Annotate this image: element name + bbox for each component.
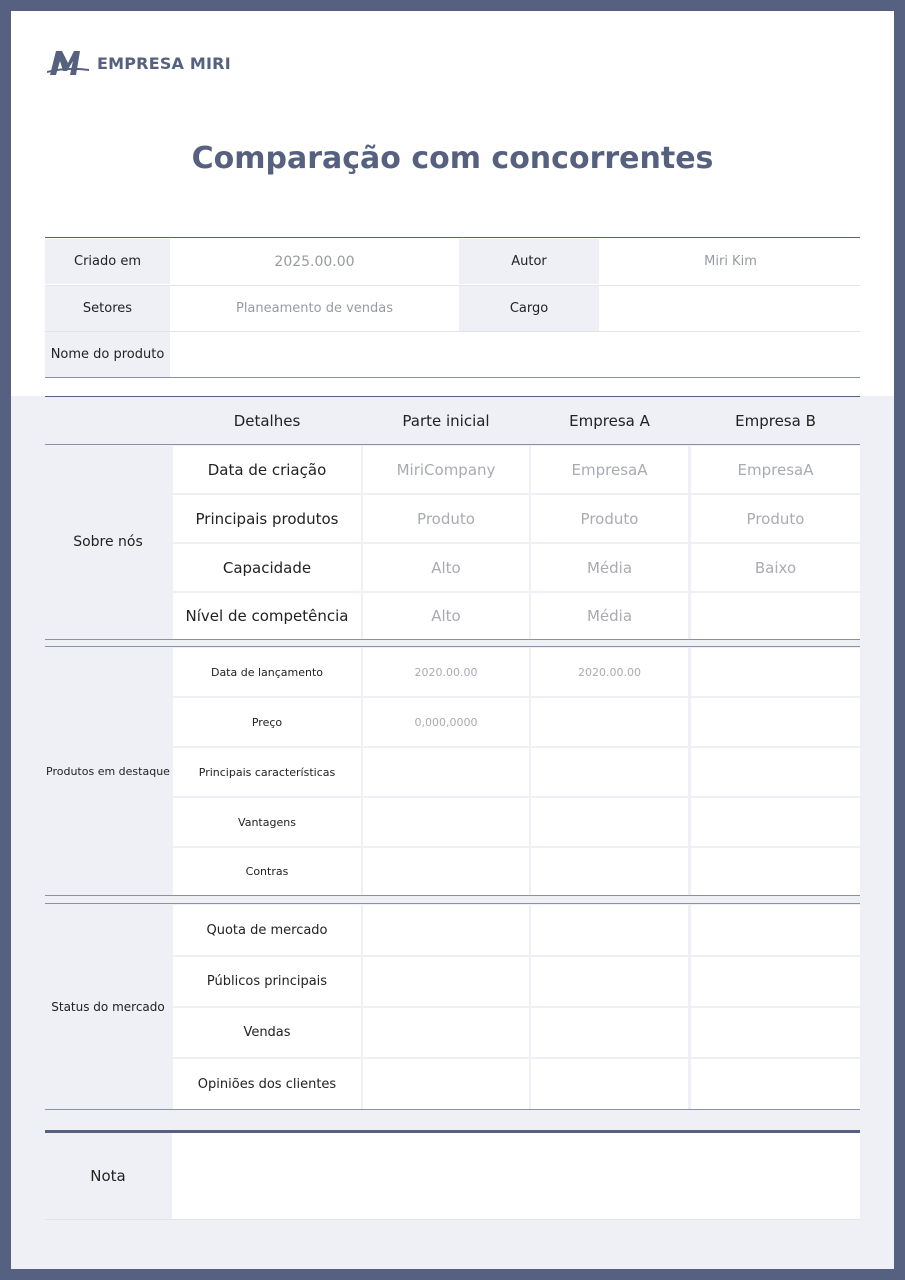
- table-cell[interactable]: [531, 957, 688, 1006]
- logo-m-icon: [47, 47, 91, 79]
- table-cell[interactable]: [531, 1008, 688, 1057]
- table-cell[interactable]: [691, 905, 860, 955]
- row-label: Principais produtos: [173, 495, 361, 542]
- table-cell[interactable]: [363, 798, 529, 846]
- header-startup: Parte inicial: [402, 411, 490, 430]
- table-cell[interactable]: [531, 698, 688, 746]
- table-cell[interactable]: [363, 1008, 529, 1057]
- author-label: Autor: [459, 239, 599, 284]
- table-cell[interactable]: EmpresaA: [691, 446, 860, 493]
- row-label: Quota de mercado: [173, 905, 361, 955]
- table-cell[interactable]: Alto: [363, 544, 529, 591]
- company-logo: [47, 47, 231, 79]
- table-cell[interactable]: [691, 848, 860, 895]
- header-company-a: Empresa A: [569, 411, 650, 430]
- created-value[interactable]: 2025.00.00: [172, 239, 457, 284]
- section-label-market: Status do mercado: [51, 999, 165, 1014]
- sector-label: Setores: [45, 286, 170, 331]
- table-cell[interactable]: Produto: [691, 495, 860, 542]
- info-bottom-rule: [45, 377, 860, 378]
- table-cell[interactable]: Média: [531, 593, 688, 639]
- section-1-bottom-rule: [45, 639, 860, 640]
- table-cell[interactable]: [531, 748, 688, 796]
- header-company-b: Empresa B: [735, 411, 816, 430]
- table-cell[interactable]: [531, 905, 688, 955]
- table-cell[interactable]: [363, 848, 529, 895]
- section-3-bottom-rule: [45, 1109, 860, 1110]
- table-cell[interactable]: [363, 905, 529, 955]
- table-cell[interactable]: EmpresaA: [531, 446, 688, 493]
- row-label: Vendas: [173, 1008, 361, 1057]
- table-top-rule: [45, 396, 860, 397]
- table-cell[interactable]: 2020.00.00: [531, 648, 688, 696]
- row-label: Vantagens: [173, 798, 361, 846]
- table-cell[interactable]: [363, 957, 529, 1006]
- table-cell[interactable]: [691, 1008, 860, 1057]
- table-cell[interactable]: MiriCompany: [363, 446, 529, 493]
- page-title: Comparação com concorrentes: [191, 141, 714, 176]
- author-value[interactable]: Miri Kim: [601, 239, 860, 284]
- table-cell[interactable]: [691, 1059, 860, 1109]
- table-cell[interactable]: 2020.00.00: [363, 648, 529, 696]
- row-label: Nível de competência: [173, 593, 361, 639]
- sector-value[interactable]: Planeamento de vendas: [172, 286, 457, 331]
- section-label-about: Sobre nós: [73, 534, 143, 550]
- product-label: Nome do produto: [45, 332, 170, 377]
- row-label: Data de criação: [173, 446, 361, 493]
- role-value[interactable]: [601, 286, 860, 331]
- row-label: Opiniões dos clientes: [173, 1059, 361, 1109]
- table-cell[interactable]: [691, 698, 860, 746]
- note-label: Nota: [90, 1167, 126, 1185]
- info-top-rule: [45, 237, 860, 238]
- table-cell[interactable]: Produto: [531, 495, 688, 542]
- row-label: Preço: [173, 698, 361, 746]
- table-cell[interactable]: [691, 798, 860, 846]
- table-cell[interactable]: [531, 848, 688, 895]
- document-page: [11, 11, 894, 1269]
- table-cell[interactable]: [691, 648, 860, 696]
- company-name: EMPRESA MIRI: [97, 53, 231, 73]
- table-cell[interactable]: Alto: [363, 593, 529, 639]
- note-bottom-rule: [45, 1219, 860, 1220]
- section-label-featured: Produtos em destaque: [46, 764, 170, 778]
- table-cell[interactable]: Média: [531, 544, 688, 591]
- table-cell[interactable]: Produto: [363, 495, 529, 542]
- row-label: Contras: [173, 848, 361, 895]
- table-cell[interactable]: [691, 748, 860, 796]
- table-cell[interactable]: [691, 957, 860, 1006]
- role-label: Cargo: [459, 286, 599, 331]
- table-cell[interactable]: [531, 1059, 688, 1109]
- row-label: Principais características: [173, 748, 361, 796]
- table-cell[interactable]: [363, 1059, 529, 1109]
- created-label: Criado em: [45, 239, 170, 284]
- section-2-bottom-rule: [45, 895, 860, 896]
- table-cell[interactable]: [531, 798, 688, 846]
- note-field[interactable]: [172, 1133, 860, 1219]
- table-cell[interactable]: Baixo: [691, 544, 860, 591]
- row-label: Data de lançamento: [173, 648, 361, 696]
- table-cell[interactable]: 0,000,0000: [363, 698, 529, 746]
- table-cell[interactable]: [363, 748, 529, 796]
- row-label: Públicos principais: [173, 957, 361, 1006]
- row-label: Capacidade: [173, 544, 361, 591]
- table-cell[interactable]: [691, 593, 860, 639]
- header-details: Detalhes: [233, 411, 301, 430]
- product-value[interactable]: [172, 332, 860, 377]
